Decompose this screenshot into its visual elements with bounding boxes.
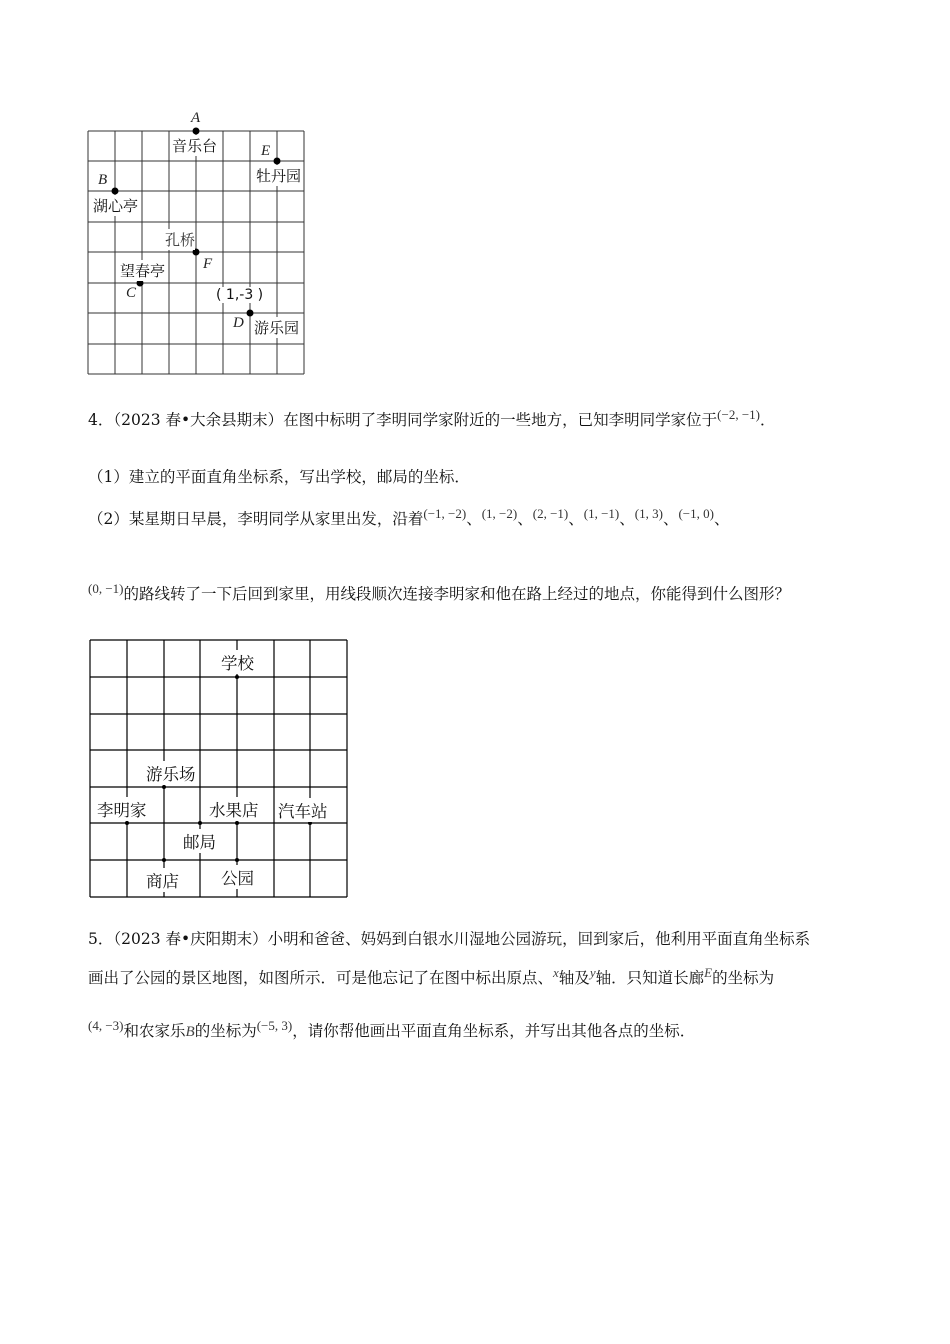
problem-5-number: 5．: [88, 930, 114, 948]
problem-5-line-1: 5．（2023 春•庆阳期末）小明和爸爸、妈妈到白银水川湿地公园游玩，回到家后，他利用平面直角坐标系: [88, 930, 811, 948]
y-axis-var: y: [589, 965, 596, 980]
point-e-letter: E: [261, 143, 271, 159]
point-f-letter: F: [203, 256, 213, 272]
point-b-label: 湖心亭: [93, 197, 139, 215]
store-label: 商店: [145, 868, 180, 892]
point-a-letter: A: [191, 110, 201, 126]
point-c-label: 望春亭: [120, 262, 166, 280]
playground-label: 游乐场: [145, 761, 197, 785]
problem-4-part-1: （1）建立的平面直角坐标系，写出学校，邮局的坐标．: [88, 468, 470, 486]
problem-4-source: （2023 春•大余县期末）: [113, 411, 284, 429]
point-b-letter: B: [98, 172, 108, 188]
school-label: 学校: [220, 650, 255, 674]
e-coord: (4, −3): [88, 1018, 124, 1033]
fruit-shop-label: 水果店: [208, 797, 260, 821]
home-coord: (−2, −1): [717, 407, 760, 422]
bus-station-label: 汽车站: [277, 798, 329, 822]
problem-4-stem: 4．（2023 春•大余县期末）在图中标明了李明同学家附近的一些地方，已知李明同学家位于$^{(-2, -1)}$．: [88, 407, 776, 429]
problem-5-line-2: 画出了公园的景区地图，如图所示．可是他忘记了在图中标出原点、$^x$轴及$^y$轴．只知道长廊$^E$的坐标为: [88, 965, 775, 987]
route-point-4: (1, −1): [583, 506, 620, 521]
route-point-6: (−1, 0): [678, 506, 714, 521]
b-coord: (−5, 3): [256, 1018, 293, 1033]
route-point-2: (1, −2): [481, 506, 518, 521]
bridge-label: 孔桥: [165, 231, 196, 249]
point-a-label: 音乐台: [172, 137, 218, 155]
problem-5-source: （2023 春•庆阳期末）: [113, 930, 268, 948]
point-b-var: B: [185, 1024, 195, 1040]
x-axis-var: x: [553, 965, 559, 980]
point-e-var: E: [704, 965, 713, 980]
point-e-label: 牡丹园: [256, 167, 302, 185]
post-office-label: 邮局: [182, 829, 217, 853]
route-point-5: (1, 3): [634, 506, 663, 521]
problem-4-part-2-line-1: （2）某星期日早晨，李明同学从家里出发，沿着$^{(-1, -2)}$、$^{(1, -2)}$、$^{(2, -1)}$、$^{(1, -1)}$、$^{(1, 3)}$、$^{(-1, 0)}$、: [88, 506, 730, 528]
problem-4-part-2-line-2: $^{(0, -1)}$的路线转了一下后回到家里，用线段顺次连接李明家和他在路上经过的地点，你能得到什么图形？: [88, 581, 791, 603]
route-point-7: (0, −1): [88, 581, 124, 596]
route-point-3: (2, −1): [532, 506, 569, 521]
point-d-letter: D: [233, 315, 244, 331]
point-d-label: 游乐园: [254, 319, 300, 337]
point-d-coord-label: ( 1,-3 ): [216, 287, 264, 303]
point-c-letter: C: [126, 285, 137, 301]
problem-5-line-3: $^{(4, -3)}$和农家乐B的坐标为$^{(-5, 3)}$，请你帮他画出平面直角坐标系，并写出其他各点的坐标．: [88, 1018, 696, 1040]
problem-4-number: 4．: [88, 411, 114, 429]
liming-home-label: 李明家: [96, 797, 148, 821]
park-label: 公园: [220, 865, 255, 889]
route-point-1: (−1, −2): [423, 506, 467, 521]
